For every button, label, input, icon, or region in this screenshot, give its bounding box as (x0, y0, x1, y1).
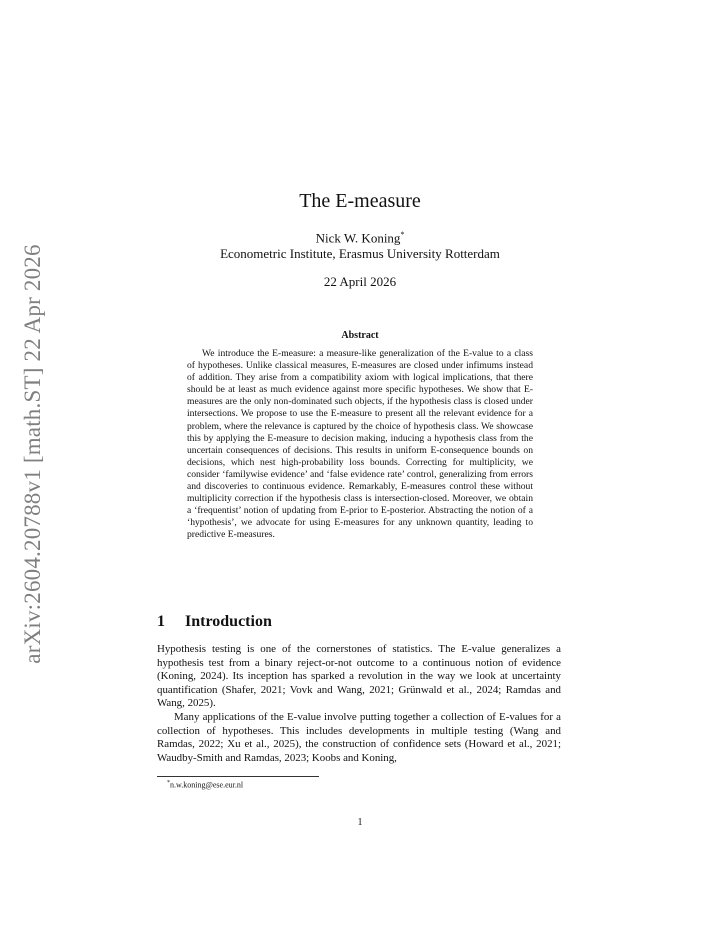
section-heading (157, 613, 272, 631)
footnote-mark: * (167, 780, 170, 786)
section-title: Introduction (185, 613, 272, 630)
paper-date: 22 April 2026 (323, 274, 397, 289)
paper-title: The E-measure (299, 190, 421, 212)
abstract-text: We introduce the E-measure: a measure-like generalization of the E-value to a class of hypotheses. Unlike classical measures, E-measures are closed under infimums instead of addition. They arise from a compatibility axiom with logical implications, that there should be at least as much evidence against more specific hypotheses. We show that E-measures are the only non-dominated such objects, if the hypothesis class is closed under intersections. We propose to use the E-measure to present all the relevant evidence for a problem, where the relevance is captured by the choice of hypothesis class. We showcase this by applying the E-measure to decision making, inducing a hypothesis class from the uncertain consequences of decisions. This results in uniform E-consequence bounds on decisions, which nest high-probability loss bounds. Correcting for multiplicity, we consider ‘familywise evidence’ and ‘false evidence rate’ control, generalizing from errors and discoveries to continuous evidence. Remarkably, E-measures control these without multiplicity correction if the hypothesis class is intersection-closed. Moreover, we obtain a ‘frequentist’ notion of updating from E-prior to E-posterior. Abstracting the notion of a ‘hypothesis’, we advocate for using E-measures for any unknown quantity, leading to predictive E-measures. (187, 348, 533, 541)
author-name: Nick W. Koning (315, 230, 401, 246)
abstract-heading: Abstract (341, 330, 379, 341)
footnote-divider (157, 776, 319, 777)
page-number: 1 (357, 817, 363, 828)
author-line (0, 230, 720, 246)
section-number: 1 (157, 613, 165, 630)
arxiv-identifier-stamp: arXiv:2604.20788v1 [math.ST] 22 Apr 2026 (20, 244, 45, 664)
author-affiliation: Econometric Institute, Erasmus University Rotterdam (220, 246, 500, 261)
author-footnote-mark: * (400, 230, 405, 239)
footnote (167, 780, 243, 790)
introduction-body (157, 643, 561, 765)
paragraph: Many applications of the E-value involve putting together a collection of E-values for a collection of hypotheses. This includes developments in multiple testing (Wang and Ramdas, 2022; Xu et al., 2025), the construction of confidence sets (Howard et al., 2021; Waudby-Smith and Ramdas, 2023; Koobs and Koning, (157, 710, 561, 764)
paragraph: Hypothesis testing is one of the cornerstones of statistics. The E-value generalizes a hypothesis test from a binary reject-or-not outcome to a continuous notion of evidence (Koning, 2024). Its inception has sparked a revolution in the way we look at uncertainty quantification (Shafer, 2021; Vovk and Wang, 2021; Grünwald et al., 2024; Ramdas and Wang, 2025). (157, 643, 561, 710)
footnote-email: n.w.koning@ese.eur.nl (170, 780, 244, 790)
